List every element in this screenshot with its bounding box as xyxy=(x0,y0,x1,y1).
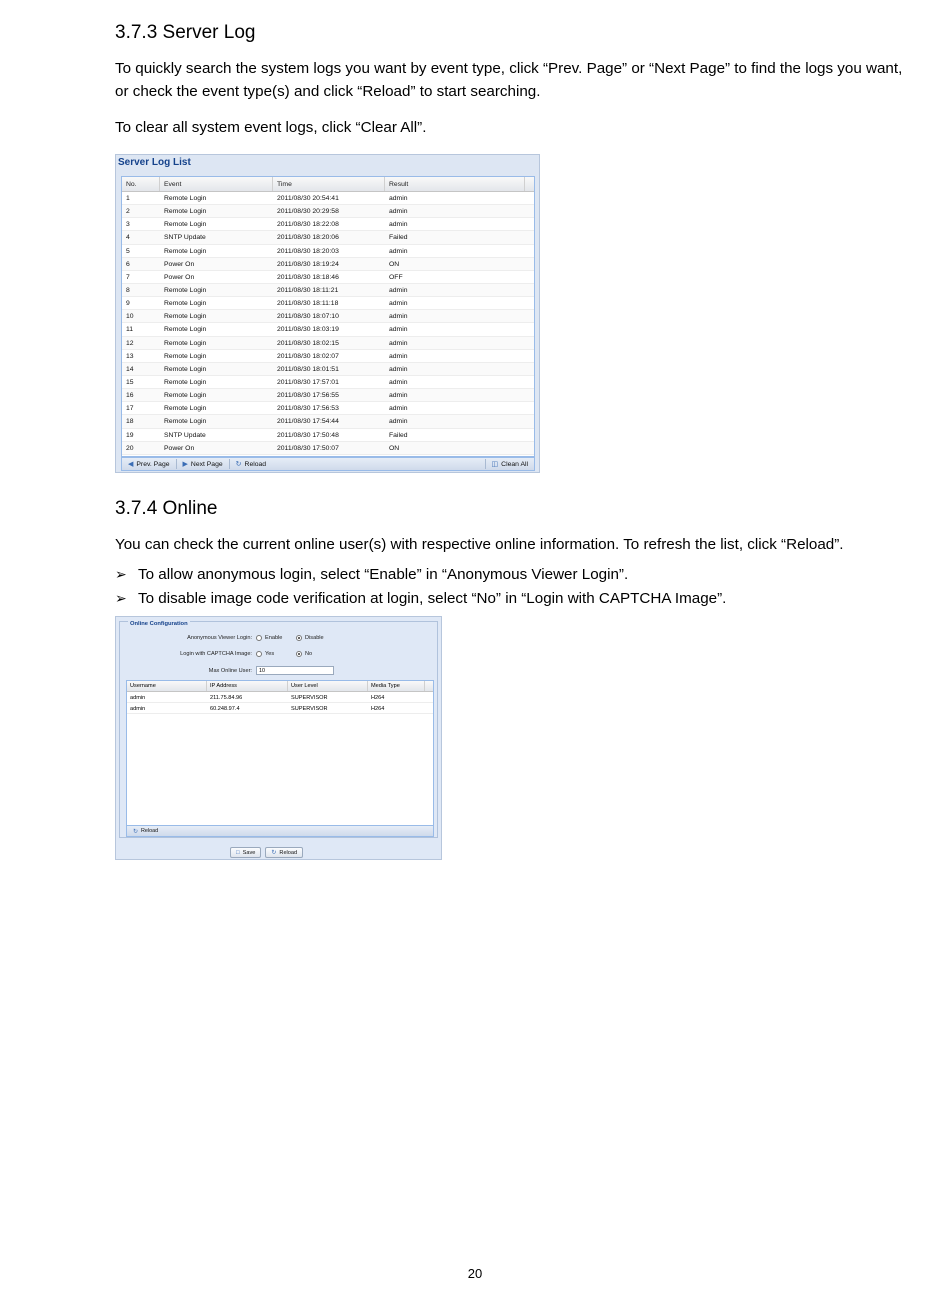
table-cell: Remote Login xyxy=(164,418,207,426)
table-cell: 2 xyxy=(126,208,130,216)
clear-all-label: Clean All xyxy=(501,460,528,468)
table-cell: admin xyxy=(389,313,408,321)
table-cell: OFF xyxy=(389,273,403,281)
save-icon: □ xyxy=(236,849,240,856)
table-cell: 2011/08/30 18:01:51 xyxy=(277,365,339,373)
table-cell: ON xyxy=(389,260,400,268)
server-log-description: To quickly search the system logs you want by event type, click “Prev. Page” or “Next Page” to find the logs you want, or check the event type(s) and click “Reload” to start searching. xyxy=(115,60,903,100)
online-description: You can check the current online user(s) with respective online information. To refresh the list, click “Reload”. xyxy=(115,536,844,553)
captcha-row xyxy=(120,651,312,657)
table-cell: 12 xyxy=(126,339,134,347)
refresh-icon: ↻ xyxy=(235,461,242,468)
table-cell: Remote Login xyxy=(164,221,207,229)
table-cell: 2011/08/30 18:02:15 xyxy=(277,339,339,347)
column-header-media-type[interactable]: Media Type xyxy=(368,681,425,691)
table-cell: 2011/08/30 18:11:18 xyxy=(277,300,339,308)
bullet-text: To allow anonymous login, select “Enable” in “Anonymous Viewer Login”. xyxy=(138,566,629,583)
server-log-rows xyxy=(122,192,534,455)
table-cell: 2011/08/30 18:07:10 xyxy=(277,313,339,321)
online-user-grid-toolbar xyxy=(127,825,433,836)
table-cell: 10 xyxy=(126,313,134,321)
table-cell: Remote Login xyxy=(164,208,207,216)
captcha-no-label: No xyxy=(305,651,313,657)
table-row[interactable] xyxy=(122,218,534,231)
table-cell: admin xyxy=(389,286,408,294)
captcha-yes-radio[interactable] xyxy=(256,651,262,657)
table-cell: Remote Login xyxy=(164,300,207,308)
table-row[interactable] xyxy=(122,205,534,218)
table-row[interactable] xyxy=(122,415,534,428)
table-cell: Remote Login xyxy=(164,313,207,321)
table-cell: admin xyxy=(389,208,408,216)
table-row[interactable] xyxy=(122,429,534,442)
table-cell: SUPERVISOR xyxy=(291,695,328,701)
table-cell: Remote Login xyxy=(164,286,207,294)
table-cell: admin xyxy=(389,352,408,360)
table-row[interactable] xyxy=(122,350,534,363)
table-row[interactable] xyxy=(122,271,534,284)
table-cell: 11 xyxy=(126,326,134,334)
table-cell: 18 xyxy=(126,418,134,426)
table-cell: Remote Login xyxy=(164,405,207,413)
captcha-yes-label: Yes xyxy=(265,651,275,657)
column-header-result[interactable]: Result xyxy=(385,177,525,191)
online-user-grid-header xyxy=(127,681,433,692)
refresh-icon: ↻ xyxy=(271,850,277,856)
table-cell: 2011/08/30 18:03:19 xyxy=(277,326,339,334)
reload-button[interactable] xyxy=(230,460,272,468)
table-cell: Remote Login xyxy=(164,352,207,360)
table-row[interactable] xyxy=(122,231,534,244)
table-cell: Remote Login xyxy=(164,195,207,202)
table-cell: admin xyxy=(389,392,408,400)
table-cell: Power On xyxy=(164,273,195,281)
column-header-user-level[interactable]: User Level xyxy=(288,681,368,691)
captcha-yes-option[interactable] xyxy=(256,651,296,657)
table-cell: 2011/08/30 18:11:21 xyxy=(277,286,339,294)
table-row[interactable] xyxy=(127,703,433,714)
table-cell: Remote Login xyxy=(164,392,207,400)
arrow-left-icon: ◀ xyxy=(128,461,134,468)
captcha-label: Login with CAPTCHA Image: xyxy=(180,651,252,657)
captcha-no-radio[interactable] xyxy=(296,651,302,657)
table-cell: 2011/08/30 18:18:46 xyxy=(277,273,339,281)
online-config-fieldset xyxy=(119,621,438,838)
online-config-buttons xyxy=(230,847,303,858)
arrow-bullet-icon: ➢ xyxy=(115,566,127,582)
table-cell: admin xyxy=(389,326,408,334)
table-row[interactable] xyxy=(122,376,534,389)
section-heading-online: 3.7.4 Online xyxy=(115,498,218,519)
table-cell: 8 xyxy=(126,286,130,294)
table-cell: Failed xyxy=(389,234,408,242)
table-cell: admin xyxy=(389,365,408,373)
table-cell: 13 xyxy=(126,352,134,360)
column-header-time[interactable]: Time xyxy=(273,177,385,191)
table-row[interactable] xyxy=(122,297,534,310)
table-cell: 17 xyxy=(126,405,134,413)
reload-button[interactable] xyxy=(265,847,303,858)
prev-page-label: Prev. Page xyxy=(136,460,170,468)
server-log-grid-header xyxy=(122,177,534,192)
anonymous-enable-option[interactable] xyxy=(256,635,296,641)
table-cell: 2011/08/30 20:54:41 xyxy=(277,195,339,202)
anonymous-disable-radio[interactable] xyxy=(296,635,302,641)
grid-reload-label: Reload xyxy=(141,828,159,834)
table-cell: admin xyxy=(130,706,146,712)
table-cell: admin xyxy=(389,247,408,255)
table-row[interactable] xyxy=(122,363,534,376)
table-row[interactable] xyxy=(122,258,534,271)
anonymous-enable-radio[interactable] xyxy=(256,635,262,641)
anonymous-disable-label: Disable xyxy=(305,635,324,641)
reload-label: Reload xyxy=(244,460,267,468)
table-cell: 5 xyxy=(126,247,130,255)
table-row[interactable] xyxy=(122,442,534,455)
online-config-legend: Online Configuration xyxy=(130,621,188,627)
table-cell: Power On xyxy=(164,444,195,452)
arrow-bullet-icon: ➢ xyxy=(115,590,127,606)
max-online-user-row xyxy=(120,666,334,675)
max-online-user-label: Max Online User: xyxy=(208,667,252,674)
table-cell: 2011/08/30 20:29:58 xyxy=(277,208,339,216)
table-cell: SNTP Update xyxy=(164,234,206,242)
table-cell: 3 xyxy=(126,221,130,229)
table-cell: SNTP Update xyxy=(164,431,206,439)
table-cell: admin xyxy=(389,195,408,202)
table-cell: Remote Login xyxy=(164,378,207,386)
table-cell: Remote Login xyxy=(164,247,207,255)
anonymous-enable-label: Enable xyxy=(265,635,283,641)
online-config-panel xyxy=(115,616,442,860)
page-number: 20 xyxy=(467,1266,483,1281)
column-header-no[interactable]: No. xyxy=(122,177,160,191)
table-cell: 4 xyxy=(126,234,130,242)
column-header-event[interactable]: Event xyxy=(160,177,273,191)
next-page-button[interactable] xyxy=(177,460,229,468)
table-cell: ON xyxy=(389,444,400,452)
table-cell: 7 xyxy=(126,273,130,281)
refresh-icon: ↻ xyxy=(133,828,139,835)
server-log-grid xyxy=(121,176,535,457)
table-cell: 2011/08/30 17:56:53 xyxy=(277,405,339,413)
table-cell: 2011/08/30 17:57:01 xyxy=(277,378,339,386)
trash-icon: ◫ xyxy=(491,461,499,468)
table-cell: 15 xyxy=(126,378,134,386)
online-user-grid xyxy=(126,680,434,837)
table-cell: 16 xyxy=(126,392,134,400)
table-cell: admin xyxy=(389,339,408,347)
table-cell: admin xyxy=(389,221,408,229)
server-log-panel xyxy=(115,154,540,473)
anonymous-disable-option[interactable] xyxy=(296,635,324,641)
table-cell: 2011/08/30 18:20:06 xyxy=(277,234,339,242)
anonymous-login-row xyxy=(120,635,324,641)
table-cell: 19 xyxy=(126,431,134,439)
table-row[interactable] xyxy=(122,389,534,402)
table-cell: admin xyxy=(389,418,408,426)
table-cell: 6 xyxy=(126,260,130,268)
table-cell: 14 xyxy=(126,365,134,373)
table-cell: 60.248.97.4 xyxy=(210,706,240,712)
column-header-ip-address[interactable]: IP Address xyxy=(207,681,288,691)
online-user-rows xyxy=(127,692,433,714)
table-cell: 2011/08/30 17:50:48 xyxy=(277,431,339,439)
table-cell: 1 xyxy=(126,195,130,202)
table-row[interactable] xyxy=(122,323,534,336)
table-cell: SUPERVISOR xyxy=(291,706,328,712)
bullet-text: To disable image code verification at login, select “No” in “Login with CAPTCHA Image”. xyxy=(138,590,727,607)
bullet-item xyxy=(115,588,726,609)
table-cell: 2011/08/30 17:54:44 xyxy=(277,418,339,426)
anonymous-login-label: Anonymous Viewer Login: xyxy=(187,635,252,641)
bullet-item xyxy=(115,564,628,585)
arrow-right-icon: ▶ xyxy=(182,461,188,468)
table-cell: admin xyxy=(389,378,408,386)
table-cell: Remote Login xyxy=(164,326,207,334)
table-cell: 2011/08/30 18:22:08 xyxy=(277,221,339,229)
table-cell: admin xyxy=(130,695,146,701)
server-log-panel-title: Server Log List xyxy=(118,157,191,168)
table-cell: Remote Login xyxy=(164,339,207,347)
table-cell: 9 xyxy=(126,300,130,308)
table-row[interactable] xyxy=(122,284,534,297)
save-label: Save xyxy=(242,849,256,856)
table-cell: 211.75.84.96 xyxy=(210,695,243,701)
reload-label: Reload xyxy=(279,849,298,856)
next-page-label: Next Page xyxy=(190,460,223,468)
table-cell: 2011/08/30 18:02:07 xyxy=(277,352,339,360)
table-cell: 2011/08/30 18:20:03 xyxy=(277,247,339,255)
section-heading-server-log: 3.7.3 Server Log xyxy=(115,22,256,43)
table-cell: admin xyxy=(389,405,408,413)
save-button[interactable] xyxy=(230,847,261,858)
grid-reload-button[interactable] xyxy=(127,828,164,835)
max-online-user-input[interactable]: 10 xyxy=(256,666,334,675)
table-row[interactable] xyxy=(122,310,534,323)
table-row[interactable] xyxy=(122,245,534,258)
table-cell: Failed xyxy=(389,431,408,439)
table-row[interactable] xyxy=(122,192,534,205)
clear-all-description: To clear all system event logs, click “Clear All”. xyxy=(115,119,427,136)
table-row[interactable] xyxy=(122,402,534,415)
table-row[interactable] xyxy=(122,337,534,350)
table-cell: 2011/08/30 17:50:07 xyxy=(277,444,339,452)
table-cell: Power On xyxy=(164,260,195,268)
column-header-username[interactable]: Username xyxy=(127,681,207,691)
table-cell: 2011/08/30 17:56:55 xyxy=(277,392,339,400)
captcha-no-option[interactable] xyxy=(296,651,312,657)
table-cell: Remote Login xyxy=(164,365,207,373)
table-cell: admin xyxy=(389,300,408,308)
clear-all-button[interactable] xyxy=(486,460,534,468)
table-cell: H264 xyxy=(371,706,385,712)
table-cell: 20 xyxy=(126,444,134,452)
table-cell: 2011/08/30 18:19:24 xyxy=(277,260,339,268)
table-row[interactable] xyxy=(127,692,433,703)
prev-page-button[interactable] xyxy=(122,460,176,468)
server-log-toolbar xyxy=(121,457,535,471)
table-cell: H264 xyxy=(371,695,385,701)
